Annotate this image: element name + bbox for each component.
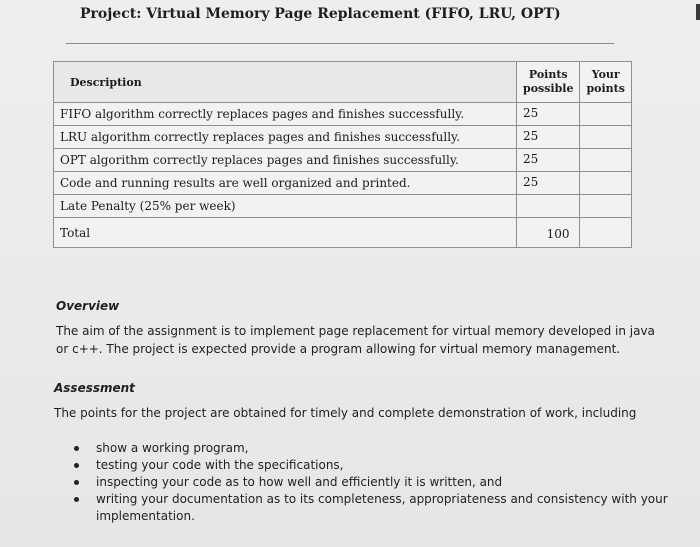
list-item xyxy=(70,457,671,474)
assessment-text: The points for the project are obtained for timely and complete demonstration of work, including xyxy=(54,406,637,420)
rubric-header-row xyxy=(54,62,632,103)
row-points: 25 xyxy=(517,126,580,149)
row-points: 25 xyxy=(517,172,580,195)
table-row xyxy=(54,103,632,126)
title-divider xyxy=(66,43,614,44)
page-edge-mark xyxy=(696,4,700,20)
row-your-points xyxy=(580,218,631,248)
assessment-bullet-list xyxy=(70,440,671,525)
row-description: Late Penalty (25% per week) xyxy=(54,195,517,218)
header-your-line1: Your xyxy=(591,68,620,81)
row-your-points xyxy=(580,149,631,172)
row-description: Total xyxy=(54,218,517,248)
row-description: FIFO algorithm correctly replaces pages and finishes successfully. xyxy=(54,103,517,126)
row-your-points xyxy=(580,103,631,126)
table-row xyxy=(54,126,632,149)
list-item xyxy=(70,474,671,491)
row-your-points xyxy=(580,195,631,218)
overview-text: The aim of the assignment is to implement page replacement for virtual memory developed in java or c++. The project is expected provide a program allowing for virtual memory management. xyxy=(56,324,655,356)
header-points-line1: Points xyxy=(528,68,568,81)
row-description: OPT algorithm correctly replaces pages and finishes successfully. xyxy=(54,149,517,172)
assessment-heading: Assessment xyxy=(54,381,135,395)
row-points: 25 xyxy=(517,103,580,126)
header-description: Description xyxy=(54,62,517,103)
header-points-line2: possible xyxy=(523,82,574,95)
row-your-points xyxy=(580,172,631,195)
list-item-text: inspecting your code as to how well and efficiently it is written, and xyxy=(96,475,503,489)
row-points: 100 xyxy=(517,218,580,248)
header-your-points xyxy=(580,62,631,103)
list-item-text: testing your code with the specifications, xyxy=(96,458,344,472)
row-description: Code and running results are well organized and printed. xyxy=(54,172,517,195)
bullet-icon xyxy=(74,446,79,451)
overview-heading: Overview xyxy=(56,299,120,313)
row-your-points xyxy=(580,126,631,149)
table-row xyxy=(54,149,632,172)
grading-rubric-table xyxy=(53,61,632,248)
row-points: 25 xyxy=(517,149,580,172)
project-title: Project: Virtual Memory Page Replacement (FIFO, LRU, OPT) xyxy=(80,6,561,22)
header-your-line2: points xyxy=(586,82,625,95)
list-item xyxy=(70,440,671,457)
list-item xyxy=(70,491,671,525)
bullet-icon xyxy=(74,480,79,485)
list-item-text: show a working program, xyxy=(96,441,249,455)
bullet-icon xyxy=(74,497,79,502)
bullet-icon xyxy=(74,463,79,468)
header-points-possible xyxy=(517,62,580,103)
list-item-text: writing your documentation as to its completeness, appropriateness and consistency with your implementation. xyxy=(96,492,668,523)
table-row-total xyxy=(54,218,632,248)
row-points xyxy=(517,195,580,218)
table-row xyxy=(54,195,632,218)
table-row xyxy=(54,172,632,195)
row-description: LRU algorithm correctly replaces pages and finishes successfully. xyxy=(54,126,517,149)
